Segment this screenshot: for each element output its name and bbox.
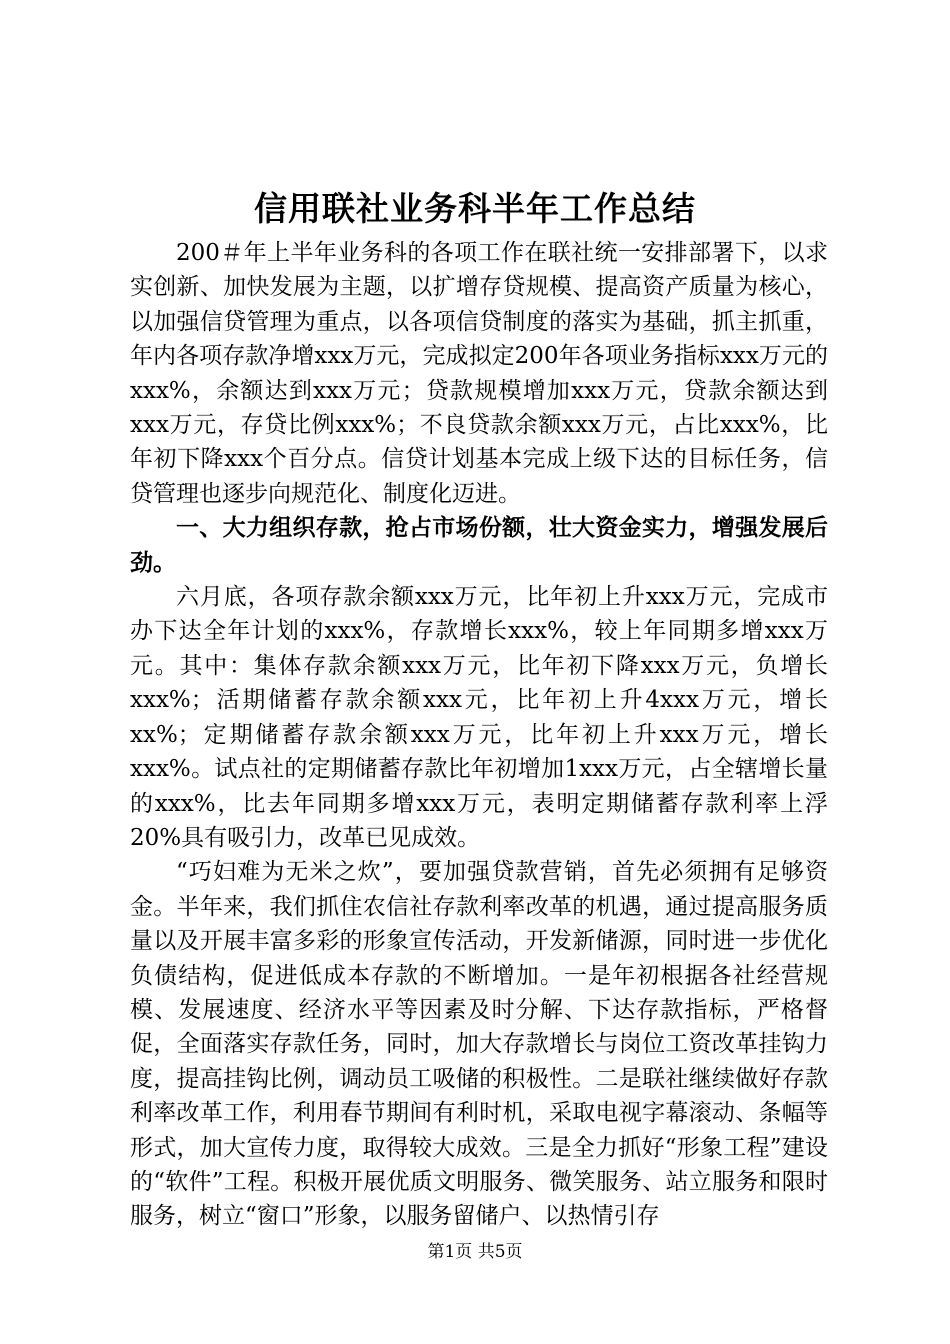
paragraph-marketing: “巧妇难为无米之炊”，要加强贷款营销，首先必须拥有足够资金。半年来，我们抓住农信社存款利率改革的机遇，通过提高服务质量以及开展丰富多彩的形象宣传活动，开发新储源，同时进一步优化负债结构，促进低成本存款的不断增加。一是年初根据各社经营规模、发展速度、经济水平等因素及时分解、下达存款指标，严格督促，全面落实存款任务，同时，加大存款增长与岗位工资改革挂钩力度，提高挂钩比例，调动员工吸储的积极性。二是联社继续做好存款利率改革工作，利用春节期间有利时机，采取电视字幕滚动、条幅等形式，加大宣传力度，取得较大成效。三是全力抓好“形象工程”建设的“软件”工程。积极开展优质文明服务、微笑服务、站立服务和限时服务，树立“窗口”形象，以服务留储户、以热情引存 (130, 859, 828, 1230)
document-body (130, 236, 828, 1234)
section-heading-1: 一、大力组织存款，抢占市场份额，壮大资金实力，增强发展后劲。 (130, 515, 828, 576)
document-title: 信用联社业务科半年工作总结 (254, 189, 696, 228)
paragraph-summary: 200＃年上半年业务科的各项工作在联社统一安排部署下，以求实创新、加快发展为主题，以扩增存贷规模、提高资产质量为核心，以加强信贷管理为重点，以各项信贷制度的落实为基础，抓主抓重，年内各项存款净增xxx万元，完成拟定200年各项业务指标xxx万元的xxx%，余额达到xxx万元；贷款规模增加xxx万元，贷款余额达到xxx万元，存贷比例xxx%；不良贷款余额xxx万元，占比xxx%，比年初下降xxx个百分点。信贷计划基本完成上级下达的目标任务，信贷管理也逐步向规范化、制度化迈进。 (130, 240, 828, 507)
page-footer: 第1页 共5页 (427, 1242, 523, 1262)
paragraph-deposits: 六月底，各项存款余额xxx万元，比年初上升xxx万元，完成市办下达全年计划的xxx%，存款增长xxx%，较上年同期多增xxx万元。其中：集体存款余额xxx万元，比年初下降xxx万元，负增长xxx%；活期储蓄存款余额xxx元，比年初上升4xxx万元，增长xx%；定期储蓄存款余额xxx万元，比年初上升xxx万元，增长xxx%。试点社的定期储蓄存款比年初增加1xxx万元，占全辖增长量的xxx%，比去年同期多增xxx万元，表明定期储蓄存款利率上浮20%具有吸引力，改革已见成效。 (130, 584, 828, 851)
